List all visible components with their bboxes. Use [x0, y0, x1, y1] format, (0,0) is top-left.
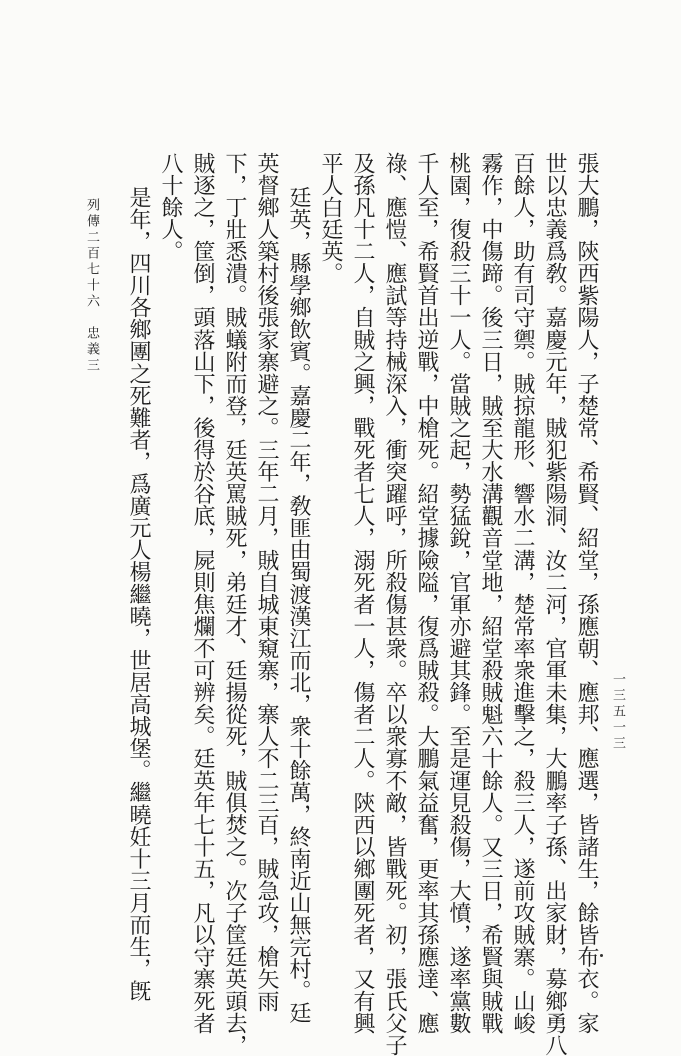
text-column-8: 及孫凡十二人，自賊之興，戰死者七人，溺死者一人，傷者二人。陝西以鄉團死者，又有興 [350, 152, 375, 1034]
text-column-2: 世以忠義爲敎。嘉慶元年，賊犯紫陽洞、汝二河，官軍未集，大鵬率子孫、出家財，募鄉勇八 [542, 152, 567, 1056]
text-column-11: 英督鄉人築村後張家寨避之。三年二月，賊自城東窺寨，寨人不二三百，賊急攻，槍矢雨 [254, 152, 279, 1012]
text-column-13: 賊逐之，筐倒，頭落山下，後得於谷底，屍則焦爛不可辨矣。廷英年七十五，凡以守寨死者 [190, 152, 215, 1034]
text-column-4: 霧作，中傷蹄。後三日，賊至大水溝觀音堂地，紹堂殺賊魁六十餘人。又三日，希賢與賊戰 [478, 152, 503, 1034]
text-column-3: 百餘人，助有司守禦。賊掠龍形、響水二溝，楚常率衆進擊之，殺三人，遂前攻賊寨。山峻 [510, 152, 535, 1034]
text-column-12: 下，丁壯悉潰。賊蟻附而登，廷英罵賊死，弟廷才、廷揚從死，賊俱焚之。次子筐廷英頭去， [222, 152, 247, 1056]
text-column-1: 張大鵬，陝西紫陽人，子楚常、希賢、紹堂，孫應朝、應邦、應選，皆諸生，餘皆布衣。家 [574, 152, 599, 1034]
page-number: 一三五一三 [610, 672, 625, 752]
text-column-9: 平人白廷英。 [318, 152, 343, 285]
running-title: 列傳二百七十六 忠義三 [84, 198, 99, 374]
text-column-6: 千人至，希賢首出逆戰，中槍死。紹堂據險隘，復爲賊殺。大鵬氣益奮，更率其孫應達、應 [414, 152, 439, 1034]
text-column-5: 桃園，復殺三十一人。當賊之起，勢猛銳，官軍亦避其鋒。至是運見殺傷，大憤，遂率黨數 [446, 152, 471, 1034]
text-column-15: 是年，四川各鄉團之死難者，爲廣元人楊繼曉，世居高城堡。繼曉妊十三月而生，旣 [126, 186, 151, 1002]
text-column-7: 祿、應愷、應試等持械深入，衝突躍呼，所殺傷甚衆。卒以衆寡不敵，皆戰死。初，張氏父子 [382, 152, 407, 1056]
text-column-10: 廷英，縣學鄉飲賓。嘉慶二年，敎匪由蜀渡漢江而北，衆十餘萬，終南近山無完村。廷 [286, 186, 311, 1024]
ink-speck [600, 954, 603, 957]
text-column-14: 八十餘人。 [158, 152, 183, 263]
